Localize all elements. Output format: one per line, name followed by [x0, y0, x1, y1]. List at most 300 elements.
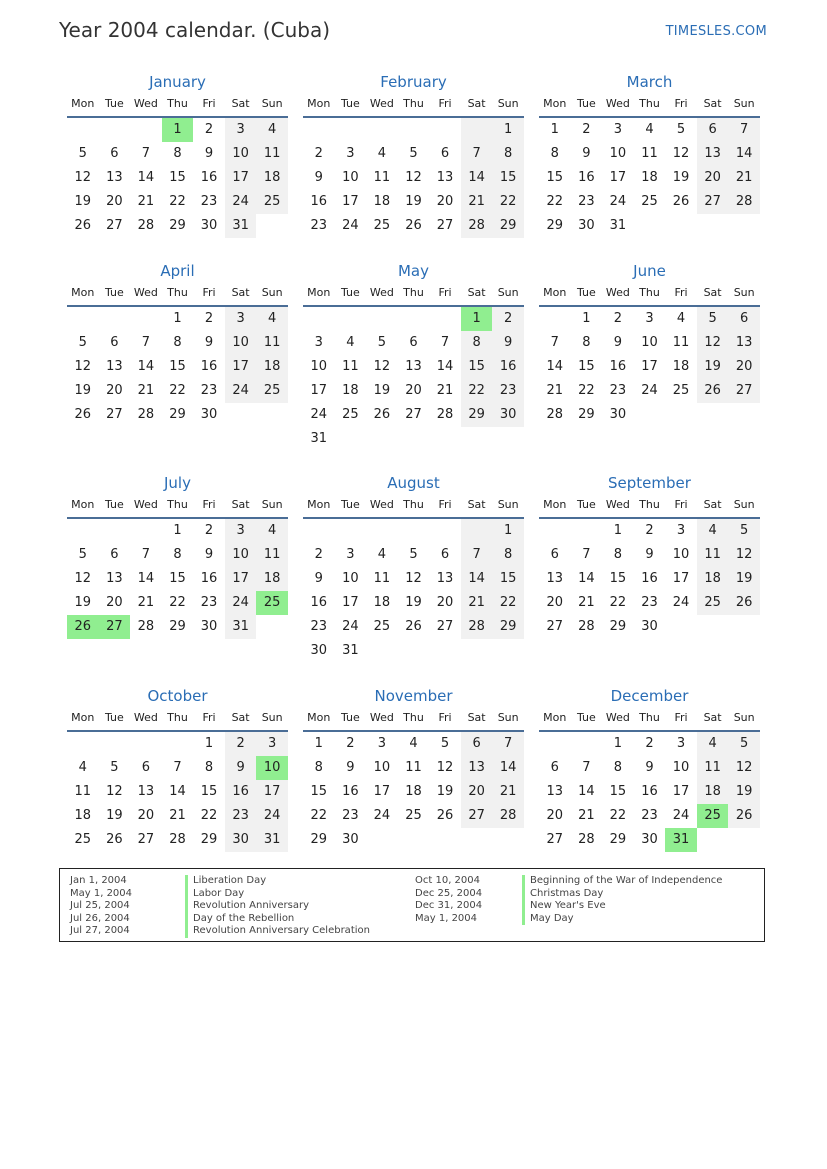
- month-name: December: [610, 687, 689, 705]
- day-cell: 1: [492, 118, 524, 142]
- day-cell: 13: [137, 784, 155, 799]
- day-cell: 18: [697, 780, 729, 804]
- day-cell: 3: [613, 122, 623, 137]
- weekday-label: Fri: [202, 498, 216, 511]
- day-cell: 26: [728, 804, 760, 828]
- day-cell: 31: [609, 218, 627, 233]
- empty-cell: [429, 519, 461, 543]
- day-cell: 22: [578, 383, 595, 398]
- month-name: June: [633, 262, 666, 280]
- day-cell: 30: [578, 218, 595, 233]
- empty-cell: [99, 307, 131, 331]
- weekday-label: Wed: [133, 286, 158, 299]
- empty-cell: [130, 307, 162, 331]
- weekday-label: Mon: [307, 286, 331, 299]
- day-cell: 21: [492, 780, 524, 804]
- day-cell: 23: [609, 383, 627, 398]
- holiday-day-cell: 27: [99, 615, 131, 639]
- weekday-label: Tue: [576, 711, 596, 724]
- weekday-label: Thu: [403, 711, 424, 724]
- weekday-label: Fri: [438, 498, 452, 511]
- empty-cell: [429, 307, 461, 331]
- month-october: [67, 686, 288, 852]
- day-cell: 20: [106, 194, 123, 209]
- day-cell: 8: [461, 331, 493, 355]
- month-july: [67, 473, 288, 639]
- weekday-label: Sat: [467, 97, 486, 110]
- day-cell: 18: [373, 595, 391, 610]
- day-cell: 25: [373, 218, 391, 233]
- empty-cell: [539, 307, 571, 331]
- day-cell: 2: [582, 122, 591, 137]
- day-cell: 8: [582, 335, 591, 350]
- day-cell: 30: [641, 619, 658, 634]
- day-cell: 5: [78, 146, 87, 161]
- weekday-label: Sat: [231, 286, 250, 299]
- month-name: July: [164, 474, 191, 492]
- weekday-label: Sat: [467, 286, 486, 299]
- day-cell: 3: [314, 335, 323, 350]
- day-cell: 18: [373, 194, 391, 209]
- day-cell: 24: [342, 619, 359, 634]
- day-cell: 9: [225, 756, 257, 780]
- day-cell: 26: [697, 379, 729, 403]
- day-cell: 17: [672, 571, 690, 586]
- holiday-day-cell: 25: [697, 804, 729, 828]
- weekday-label: Wed: [605, 711, 630, 724]
- day-cell: 17: [225, 355, 257, 379]
- day-cell: 13: [405, 359, 422, 374]
- day-cell: 15: [609, 784, 627, 799]
- day-cell: 23: [641, 808, 658, 823]
- day-cell: 28: [169, 832, 186, 847]
- day-cell: 30: [200, 407, 218, 422]
- day-cell: 23: [200, 194, 218, 209]
- legend-holiday-name: Revolution Anniversary: [185, 900, 370, 913]
- holiday-legend: [59, 868, 765, 942]
- weekday-label: Tue: [576, 286, 596, 299]
- day-cell: 20: [546, 595, 564, 610]
- day-cell: 20: [405, 383, 422, 398]
- day-cell: 12: [672, 146, 690, 161]
- day-cell: 12: [74, 170, 92, 185]
- empty-cell: [366, 118, 398, 142]
- day-cell: 2: [204, 122, 214, 137]
- day-grid: [303, 519, 524, 663]
- day-cell: 10: [342, 170, 359, 185]
- day-cell: 6: [110, 335, 119, 350]
- day-cell: 14: [578, 571, 595, 586]
- day-cell: 9: [346, 760, 355, 775]
- weekday-label: Sat: [703, 711, 722, 724]
- day-cell: 12: [728, 543, 760, 567]
- day-cell: 5: [409, 547, 418, 562]
- day-cell: 7: [141, 335, 151, 350]
- day-cell: 8: [492, 142, 524, 166]
- weekday-label: Sat: [231, 498, 250, 511]
- weekday-label: Wed: [605, 498, 630, 511]
- weekday-header: [539, 92, 760, 118]
- day-cell: 3: [377, 736, 387, 751]
- day-cell: 7: [582, 760, 591, 775]
- day-cell: 29: [169, 619, 186, 634]
- day-cell: 12: [74, 359, 92, 374]
- weekday-header: [67, 92, 288, 118]
- day-cell: 10: [225, 331, 257, 355]
- day-cell: 12: [405, 170, 422, 185]
- day-cell: 10: [609, 146, 627, 161]
- day-cell: 29: [492, 615, 524, 639]
- day-cell: 10: [225, 543, 257, 567]
- weekday-label: Wed: [369, 711, 394, 724]
- day-grid: [67, 519, 288, 639]
- day-cell: 17: [672, 784, 690, 799]
- day-cell: 27: [546, 619, 564, 634]
- month-september: [539, 473, 760, 639]
- empty-cell: [571, 732, 603, 756]
- day-cell: 21: [578, 808, 595, 823]
- holiday-day-cell: 1: [461, 307, 493, 331]
- day-cell: 18: [697, 567, 729, 591]
- weekday-label: Sat: [231, 711, 250, 724]
- weekday-header: [303, 92, 524, 118]
- empty-cell: [99, 118, 131, 142]
- weekday-label: Sat: [467, 711, 486, 724]
- day-cell: 29: [169, 218, 186, 233]
- empty-cell: [67, 519, 99, 543]
- holiday-day-cell: 26: [67, 615, 99, 639]
- day-cell: 25: [405, 808, 422, 823]
- day-cell: 12: [436, 760, 454, 775]
- weekday-label: Mon: [543, 286, 567, 299]
- day-cell: 6: [440, 146, 450, 161]
- weekday-label: Mon: [71, 498, 95, 511]
- day-cell: 9: [204, 146, 214, 161]
- day-cell: 7: [461, 142, 493, 166]
- day-cell: 7: [728, 118, 760, 142]
- weekday-label: Thu: [167, 498, 188, 511]
- day-cell: 19: [373, 383, 391, 398]
- day-grid: [67, 307, 288, 427]
- day-cell: 23: [200, 595, 218, 610]
- weekday-label: Tue: [104, 97, 124, 110]
- weekday-label: Tue: [340, 286, 360, 299]
- day-cell: 23: [200, 383, 218, 398]
- day-cell: 7: [492, 732, 524, 756]
- day-cell: 28: [578, 832, 595, 847]
- day-cell: 6: [697, 118, 729, 142]
- day-cell: 3: [225, 307, 257, 331]
- day-cell: 11: [697, 543, 729, 567]
- day-cell: 15: [492, 567, 524, 591]
- weekday-label: Sat: [703, 97, 722, 110]
- day-cell: 15: [609, 571, 627, 586]
- day-cell: 9: [204, 547, 214, 562]
- day-cell: 12: [74, 571, 92, 586]
- weekday-label: Sun: [733, 286, 755, 299]
- day-cell: 8: [613, 760, 623, 775]
- empty-cell: [366, 307, 398, 331]
- day-cell: 27: [728, 379, 760, 403]
- day-cell: 2: [492, 307, 524, 331]
- month-march: [539, 72, 760, 238]
- day-cell: 13: [461, 756, 493, 780]
- weekday-label: Sat: [231, 97, 250, 110]
- day-cell: 24: [310, 407, 328, 422]
- day-cell: 13: [106, 571, 123, 586]
- day-cell: 9: [582, 146, 591, 161]
- day-cell: 23: [578, 194, 595, 209]
- empty-cell: [99, 519, 131, 543]
- empty-cell: [398, 118, 430, 142]
- day-cell: 11: [342, 359, 359, 374]
- day-cell: 15: [169, 170, 186, 185]
- day-cell: 7: [173, 760, 182, 775]
- day-cell: 28: [137, 619, 155, 634]
- day-cell: 1: [613, 736, 623, 751]
- day-cell: 24: [672, 808, 690, 823]
- holiday-day-cell: 10: [256, 756, 288, 780]
- day-cell: 1: [173, 311, 182, 326]
- day-cell: 4: [377, 547, 387, 562]
- weekday-label: Wed: [133, 498, 158, 511]
- day-cell: 12: [697, 331, 729, 355]
- day-cell: 5: [697, 307, 729, 331]
- day-cell: 13: [728, 331, 760, 355]
- day-cell: 26: [672, 194, 690, 209]
- day-cell: 18: [641, 170, 658, 185]
- day-cell: 3: [645, 311, 654, 326]
- day-cell: 12: [728, 756, 760, 780]
- empty-cell: [303, 519, 335, 543]
- day-cell: 7: [141, 547, 151, 562]
- weekday-label: Tue: [104, 498, 124, 511]
- day-cell: 15: [200, 784, 218, 799]
- day-cell: 28: [578, 619, 595, 634]
- day-cell: 27: [405, 407, 422, 422]
- day-cell: 25: [672, 383, 690, 398]
- day-cell: 16: [310, 194, 328, 209]
- legend-right-dates: [415, 875, 482, 925]
- day-cell: 3: [676, 523, 686, 538]
- day-cell: 9: [645, 547, 654, 562]
- day-grid: [539, 732, 760, 852]
- day-cell: 11: [256, 331, 288, 355]
- day-cell: 6: [110, 146, 119, 161]
- weekday-label: Fri: [674, 711, 688, 724]
- day-cell: 27: [546, 832, 564, 847]
- weekday-label: Thu: [403, 97, 424, 110]
- day-cell: 24: [373, 808, 391, 823]
- day-cell: 22: [310, 808, 328, 823]
- month-december: [539, 686, 760, 852]
- day-cell: 6: [550, 760, 559, 775]
- weekday-label: Thu: [167, 286, 188, 299]
- weekday-label: Sat: [467, 498, 486, 511]
- weekday-label: Fri: [202, 711, 216, 724]
- day-cell: 13: [546, 784, 564, 799]
- empty-cell: [571, 519, 603, 543]
- month-may: [303, 261, 524, 451]
- day-cell: 7: [582, 547, 591, 562]
- day-cell: 19: [74, 194, 92, 209]
- legend-left-names: [185, 875, 370, 938]
- day-cell: 14: [492, 756, 524, 780]
- day-cell: 14: [578, 784, 595, 799]
- weekday-label: Sun: [497, 711, 519, 724]
- day-cell: 14: [169, 784, 186, 799]
- day-cell: 10: [672, 760, 690, 775]
- day-cell: 1: [550, 122, 559, 137]
- day-cell: 21: [436, 383, 454, 398]
- day-cell: 1: [314, 736, 323, 751]
- day-cell: 1: [492, 519, 524, 543]
- day-cell: 28: [137, 407, 155, 422]
- day-cell: 11: [74, 784, 92, 799]
- day-cell: 18: [256, 567, 288, 591]
- weekday-label: Mon: [543, 498, 567, 511]
- weekday-label: Thu: [403, 286, 424, 299]
- day-cell: 4: [697, 519, 729, 543]
- day-cell: 6: [728, 307, 760, 331]
- day-cell: 30: [641, 832, 658, 847]
- day-cell: 8: [613, 547, 623, 562]
- day-cell: 31: [225, 214, 257, 238]
- day-cell: 1: [204, 736, 214, 751]
- day-cell: 17: [256, 780, 288, 804]
- day-cell: 1: [582, 311, 591, 326]
- legend-holiday-name: Revolution Anniversary Celebration: [185, 925, 370, 938]
- empty-cell: [130, 519, 162, 543]
- day-cell: 19: [106, 808, 123, 823]
- day-cell: 10: [225, 142, 257, 166]
- day-cell: 26: [373, 407, 391, 422]
- day-cell: 10: [342, 571, 359, 586]
- legend-holiday-name: May Day: [522, 913, 722, 926]
- empty-cell: [335, 118, 367, 142]
- day-cell: 18: [342, 383, 359, 398]
- day-cell: 8: [173, 335, 182, 350]
- day-cell: 29: [310, 832, 328, 847]
- day-cell: 23: [310, 218, 328, 233]
- weekday-label: Sun: [261, 711, 283, 724]
- day-cell: 24: [225, 591, 257, 615]
- empty-cell: [99, 732, 131, 756]
- day-cell: 5: [409, 146, 418, 161]
- day-cell: 22: [492, 190, 524, 214]
- day-cell: 31: [342, 643, 359, 658]
- day-cell: 14: [546, 359, 564, 374]
- weekday-label: Sun: [497, 286, 519, 299]
- day-cell: 29: [461, 403, 493, 427]
- day-cell: 29: [492, 214, 524, 238]
- day-cell: 27: [106, 407, 123, 422]
- day-cell: 15: [310, 784, 328, 799]
- day-cell: 8: [314, 760, 323, 775]
- weekday-label: Tue: [340, 498, 360, 511]
- empty-cell: [398, 519, 430, 543]
- day-cell: 29: [200, 832, 218, 847]
- weekday-label: Thu: [639, 97, 660, 110]
- day-cell: 24: [641, 383, 658, 398]
- day-cell: 21: [578, 595, 595, 610]
- day-cell: 2: [314, 547, 323, 562]
- day-cell: 22: [546, 194, 564, 209]
- weekday-label: Wed: [605, 286, 630, 299]
- day-cell: 20: [461, 780, 493, 804]
- day-cell: 18: [405, 784, 422, 799]
- empty-cell: [130, 732, 162, 756]
- day-cell: 21: [169, 808, 186, 823]
- day-cell: 14: [137, 170, 155, 185]
- day-cell: 2: [204, 311, 214, 326]
- weekday-label: Wed: [133, 711, 158, 724]
- day-cell: 25: [342, 407, 359, 422]
- day-cell: 8: [173, 146, 182, 161]
- day-cell: 2: [225, 732, 257, 756]
- day-cell: 4: [697, 732, 729, 756]
- brand-link[interactable]: TIMESLES.COM: [665, 24, 767, 39]
- empty-cell: [539, 732, 571, 756]
- month-name: October: [147, 687, 208, 705]
- weekday-label: Fri: [674, 498, 688, 511]
- empty-cell: [335, 307, 367, 331]
- day-cell: 7: [440, 335, 450, 350]
- day-cell: 30: [200, 619, 218, 634]
- day-cell: 25: [74, 832, 92, 847]
- day-cell: 4: [78, 760, 87, 775]
- day-cell: 9: [492, 331, 524, 355]
- day-cell: 11: [641, 146, 658, 161]
- day-cell: 8: [492, 543, 524, 567]
- day-cell: 21: [137, 194, 155, 209]
- day-cell: 30: [342, 832, 359, 847]
- empty-cell: [429, 118, 461, 142]
- day-cell: 24: [225, 379, 257, 403]
- holiday-day-cell: 1: [162, 118, 194, 142]
- weekday-label: Fri: [438, 711, 452, 724]
- day-cell: 27: [461, 804, 493, 828]
- weekday-label: Sun: [261, 286, 283, 299]
- day-cell: 10: [310, 359, 328, 374]
- day-cell: 4: [409, 736, 418, 751]
- day-cell: 6: [550, 547, 559, 562]
- weekday-label: Fri: [674, 97, 688, 110]
- month-name: January: [149, 73, 206, 91]
- day-cell: 19: [436, 784, 454, 799]
- day-cell: 6: [440, 547, 450, 562]
- day-cell: 2: [645, 523, 654, 538]
- day-cell: 30: [310, 643, 328, 658]
- legend-left-dates: [70, 875, 132, 938]
- weekday-header: [67, 281, 288, 307]
- day-cell: 5: [78, 335, 87, 350]
- day-cell: 26: [405, 218, 422, 233]
- month-february: [303, 72, 524, 238]
- day-cell: 12: [106, 784, 123, 799]
- weekday-label: Thu: [403, 498, 424, 511]
- day-cell: 16: [200, 359, 218, 374]
- day-cell: 4: [256, 118, 288, 142]
- empty-cell: [67, 307, 99, 331]
- weekday-label: Mon: [71, 711, 95, 724]
- day-cell: 5: [78, 547, 87, 562]
- day-cell: 2: [204, 523, 214, 538]
- day-cell: 22: [492, 591, 524, 615]
- day-cell: 5: [676, 122, 686, 137]
- day-cell: 25: [373, 619, 391, 634]
- legend-holiday-name: Labor Day: [185, 888, 370, 901]
